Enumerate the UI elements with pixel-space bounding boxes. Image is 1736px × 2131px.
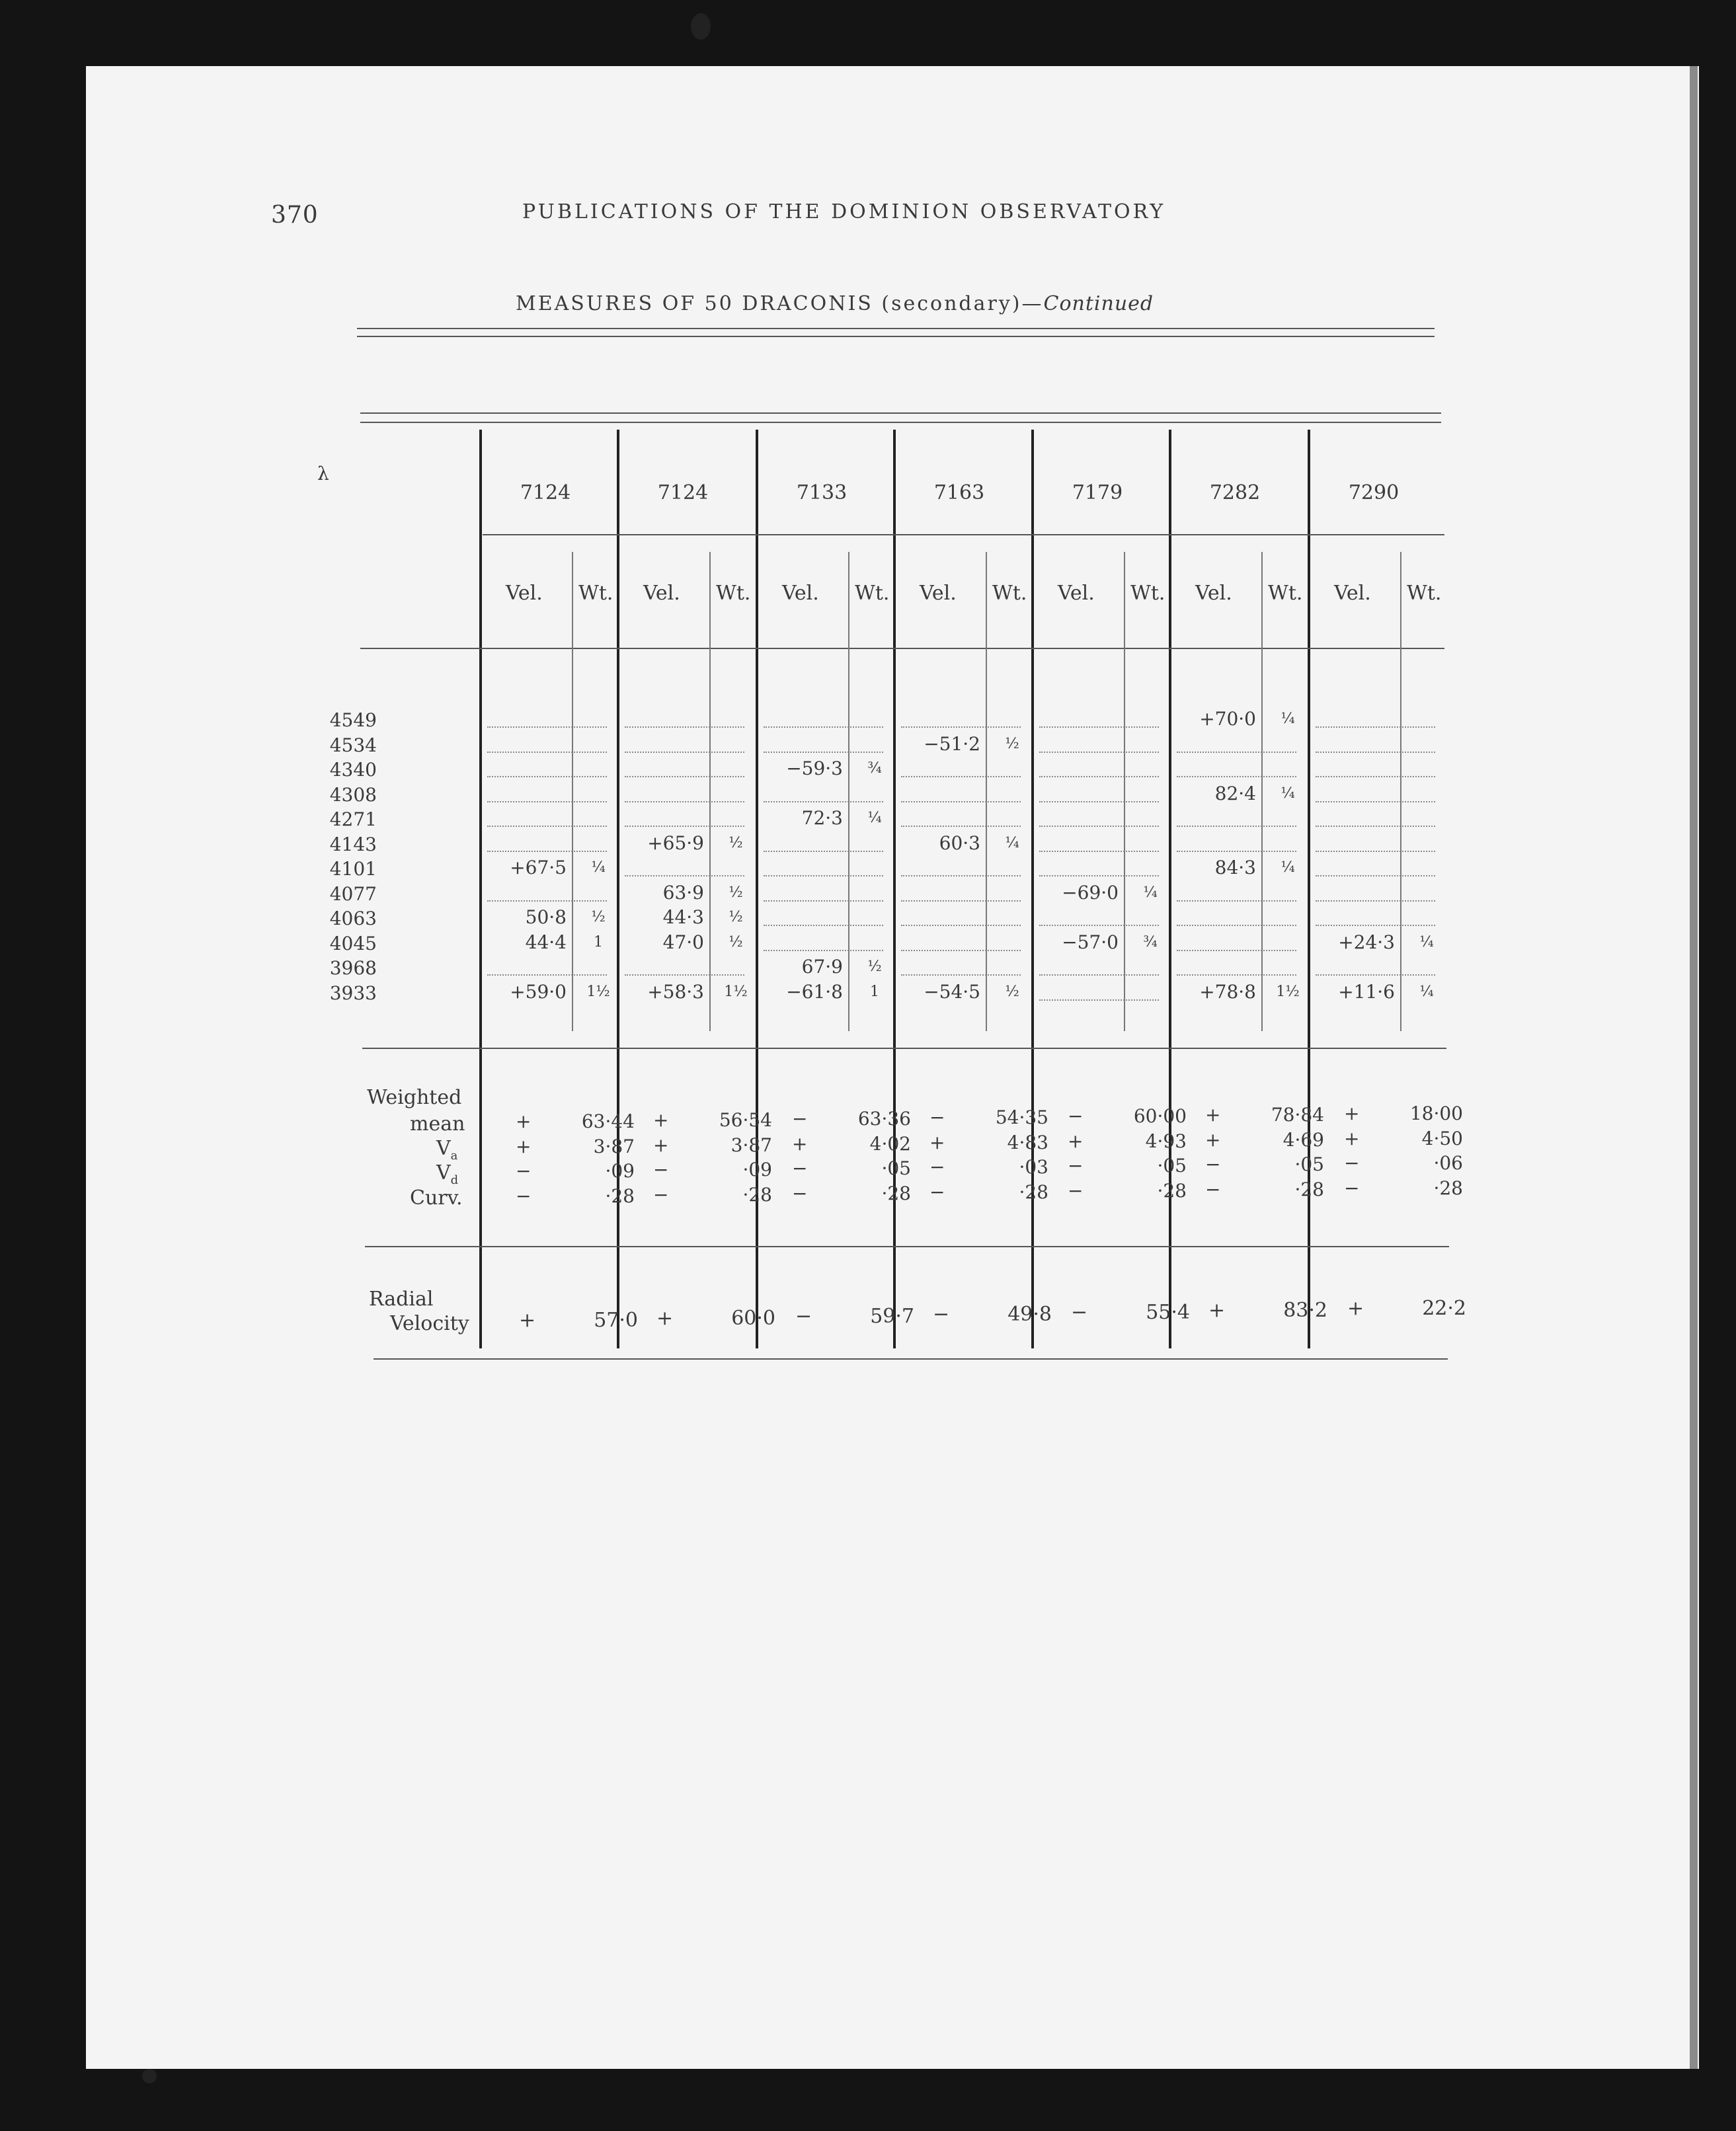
- sign: −: [516, 1185, 532, 1207]
- sign: −: [1068, 1155, 1084, 1177]
- curvature-correction: [653, 1184, 772, 1208]
- sign: −: [792, 1108, 808, 1130]
- dotted-leader: [1039, 875, 1159, 876]
- number: 54·35: [995, 1106, 1048, 1128]
- plate-number: 7163: [933, 481, 985, 504]
- wavelength-label: 4549: [329, 709, 377, 731]
- dotted-leader: [764, 900, 883, 902]
- dotted-leader: [1039, 925, 1159, 926]
- vel-wt-divider: [1400, 552, 1401, 1031]
- sign: −: [1071, 1301, 1088, 1324]
- dotted-leader: [1039, 752, 1159, 753]
- number: 60·00: [1133, 1105, 1187, 1127]
- dotted-leader: [764, 875, 883, 876]
- vd-correction: [792, 1157, 911, 1181]
- weight-value: ¼: [1281, 859, 1295, 876]
- va-correction: [653, 1134, 772, 1158]
- column-divider: [893, 430, 896, 1348]
- dotted-leader: [764, 726, 883, 728]
- dotted-leader: [1039, 851, 1159, 852]
- number: ·03: [1019, 1156, 1048, 1178]
- dotted-leader: [1316, 726, 1435, 728]
- plate-number: 7124: [520, 481, 571, 504]
- page-edge: [1690, 66, 1698, 2069]
- velocity-value: −54·5: [924, 980, 980, 1003]
- dotted-leader: [1039, 999, 1159, 1001]
- weight-value: ¼: [1419, 933, 1434, 950]
- weighted-mean-value: [929, 1106, 1048, 1130]
- table-top-rule-2: [360, 422, 1441, 423]
- dotted-leader: [487, 900, 607, 902]
- sign: +: [519, 1309, 536, 1332]
- table-top-rule-1: [360, 412, 1441, 414]
- weight-value: ¼: [591, 859, 606, 876]
- dotted-leader: [487, 826, 607, 827]
- column-divider: [756, 430, 758, 1348]
- radial-velocity-value: [933, 1303, 1052, 1329]
- velocity-value: −61·8: [786, 980, 843, 1003]
- weight-value: 1½: [724, 983, 748, 1000]
- curvature-correction: [1205, 1179, 1324, 1202]
- dotted-leader: [1316, 925, 1435, 926]
- plate-number: 7290: [1348, 481, 1400, 504]
- vel-header: Vel.: [643, 582, 680, 605]
- dotted-leader: [487, 851, 607, 852]
- sign: +: [1205, 1104, 1221, 1126]
- va-correction: [1205, 1129, 1324, 1153]
- sign: +: [1344, 1128, 1360, 1149]
- sign: −: [1068, 1180, 1084, 1202]
- weight-value: ½: [1005, 735, 1019, 752]
- sign: −: [1344, 1152, 1360, 1174]
- number: ·05: [881, 1157, 911, 1179]
- running-head: PUBLICATIONS OF THE DOMINION OBSERVATORY: [522, 200, 1166, 223]
- summary-label: mean: [410, 1112, 465, 1136]
- weight-value: 1: [594, 933, 603, 950]
- vd-correction: [1205, 1153, 1324, 1177]
- va-correction: [1344, 1128, 1463, 1151]
- wt-header: Wt.: [716, 582, 751, 605]
- header-rule-top: [357, 328, 1435, 329]
- weighted-mean-value: [516, 1110, 635, 1134]
- weight-value: ¼: [1281, 785, 1295, 802]
- radial-velocity-value: [1208, 1299, 1327, 1325]
- dotted-leader: [764, 752, 883, 753]
- radial-velocity-value: [519, 1309, 638, 1335]
- number: ·28: [1433, 1177, 1463, 1199]
- wavelength-label: 4308: [329, 783, 377, 806]
- radial-velocity-value: [795, 1305, 914, 1331]
- scan-speck: [691, 13, 711, 40]
- vel-header: Vel.: [782, 582, 819, 605]
- weight-value: ¼: [1281, 711, 1295, 727]
- dotted-leader: [764, 801, 883, 802]
- radial-velocity-value: [1071, 1301, 1190, 1327]
- weight-value: 1½: [586, 983, 610, 1000]
- number: 49·8: [1007, 1303, 1052, 1326]
- dotted-leader: [1316, 826, 1435, 827]
- vel-header: Vel.: [1058, 582, 1095, 605]
- dotted-leader: [901, 726, 1021, 728]
- dotted-leader: [1316, 776, 1435, 777]
- weight-value: ¼: [1143, 884, 1158, 901]
- radial-velocity-value: [656, 1307, 775, 1333]
- velocity-value: +11·6: [1338, 980, 1395, 1003]
- head-body-rule: [360, 648, 1444, 649]
- dotted-leader: [764, 851, 883, 852]
- dotted-leader: [1177, 900, 1296, 902]
- sign: −: [653, 1184, 669, 1206]
- wavelength-label: 4143: [329, 833, 377, 855]
- velocity-value: 47·0: [662, 931, 704, 953]
- weighted-mean-value: [1205, 1104, 1324, 1128]
- vel-header: Vel.: [1195, 582, 1232, 605]
- summary-label: $V_d$: [436, 1161, 459, 1187]
- velocity-value: 84·3: [1214, 857, 1256, 878]
- dotted-leader: [487, 776, 607, 777]
- sign: +: [1344, 1103, 1360, 1124]
- subheader-rule: [483, 534, 1444, 535]
- sign: −: [929, 1106, 945, 1128]
- dotted-leader: [1316, 875, 1435, 876]
- va-correction: [1068, 1130, 1187, 1154]
- velocity-value: 44·3: [662, 906, 704, 928]
- subscript: d: [450, 1173, 459, 1187]
- vd-correction: [1068, 1155, 1187, 1179]
- dotted-leader: [1177, 851, 1296, 852]
- va-correction: [516, 1136, 635, 1159]
- weighted-mean-value: [653, 1109, 772, 1133]
- sign: +: [929, 1132, 945, 1153]
- sign: −: [516, 1160, 532, 1182]
- vd-correction: [1344, 1152, 1463, 1176]
- number: ·28: [605, 1185, 635, 1207]
- dotted-leader: [625, 826, 744, 827]
- number: ·28: [881, 1182, 911, 1204]
- number: 18·00: [1409, 1103, 1463, 1124]
- dotted-leader: [1039, 801, 1159, 802]
- vd-correction: [516, 1160, 635, 1184]
- caption-main: MEASURES OF 50 DRACONIS (secondary)—: [516, 292, 1044, 315]
- dotted-leader: [625, 752, 744, 753]
- sign: +: [653, 1109, 669, 1131]
- number: 60·0: [731, 1307, 775, 1330]
- dotted-leader: [1177, 776, 1296, 777]
- sign: −: [1344, 1177, 1360, 1199]
- vd-correction: [653, 1159, 772, 1182]
- number: 78·84: [1271, 1104, 1324, 1126]
- wavelength-label: 4063: [329, 908, 377, 929]
- velocity-value: 60·3: [939, 832, 980, 854]
- wavelength-label: 4534: [329, 734, 377, 756]
- summary-label: Weighted: [367, 1086, 462, 1109]
- table-bottom-rule: [374, 1358, 1448, 1360]
- header-rule-bottom: [357, 336, 1435, 337]
- sign: +: [653, 1134, 669, 1156]
- velocity-value: −59·3: [786, 757, 843, 779]
- weight-value: ½: [729, 933, 743, 950]
- wavelength-label: 4045: [329, 932, 377, 954]
- dotted-leader: [1316, 752, 1435, 753]
- curvature-correction: [1068, 1180, 1187, 1204]
- wt-header: Wt.: [1268, 582, 1303, 605]
- dotted-leader: [487, 801, 607, 802]
- sign: −: [933, 1303, 950, 1326]
- number: 56·54: [719, 1109, 772, 1131]
- plate-number: 7133: [796, 481, 848, 504]
- dotted-leader: [625, 726, 744, 728]
- dotted-leader: [764, 925, 883, 926]
- wavelength-label: 4271: [329, 808, 377, 830]
- number: ·09: [742, 1159, 772, 1181]
- weight-value: ½: [591, 909, 606, 925]
- sign: −: [929, 1156, 945, 1178]
- velocity-value: 44·4: [525, 931, 567, 953]
- radial-velocity-label: Velocity: [390, 1312, 469, 1335]
- sign: +: [656, 1307, 674, 1330]
- dotted-leader: [901, 900, 1021, 902]
- body-summary-rule: [362, 1048, 1446, 1049]
- sign: +: [1068, 1130, 1084, 1152]
- weighted-mean-value: [1068, 1105, 1187, 1129]
- velocity-value: −57·0: [1062, 931, 1119, 953]
- number: 4·83: [1007, 1132, 1048, 1153]
- dotted-leader: [1039, 974, 1159, 976]
- sign: +: [1205, 1129, 1221, 1151]
- dotted-leader: [625, 875, 744, 876]
- weight-value: ¼: [867, 810, 882, 826]
- dotted-leader: [901, 826, 1021, 827]
- velocity-value: +70·0: [1199, 708, 1256, 730]
- dotted-leader: [1039, 726, 1159, 728]
- sign: −: [792, 1157, 808, 1179]
- wavelength-label: 4077: [329, 882, 377, 905]
- dotted-leader: [1316, 851, 1435, 852]
- dotted-leader: [1177, 974, 1296, 976]
- radial-velocity-label: Radial: [369, 1288, 434, 1311]
- velocity-value: 50·8: [525, 906, 567, 928]
- sign: +: [1208, 1299, 1226, 1322]
- number: ·05: [1157, 1155, 1187, 1177]
- number: 4·02: [869, 1133, 911, 1155]
- dotted-leader: [625, 776, 744, 777]
- number: 4·50: [1421, 1128, 1463, 1149]
- weight-value: 1: [870, 983, 879, 1000]
- sign: −: [792, 1182, 808, 1204]
- plate-number: 7282: [1209, 481, 1261, 504]
- scan-speck: [142, 2069, 157, 2083]
- summary-radial-rule: [365, 1246, 1449, 1247]
- plate-number: 7124: [657, 481, 709, 504]
- velocity-value: +59·0: [510, 980, 567, 1003]
- velocity-value: +65·9: [647, 832, 704, 854]
- summary-label: $V_a$: [436, 1137, 458, 1163]
- dotted-leader: [1039, 826, 1159, 827]
- wt-header: Wt.: [855, 582, 890, 605]
- number: ·06: [1433, 1152, 1463, 1174]
- plate-number: 7179: [1072, 481, 1123, 504]
- vel-wt-divider: [848, 552, 849, 1031]
- vel-wt-divider: [1124, 552, 1125, 1031]
- curvature-correction: [1344, 1177, 1463, 1201]
- summary-label: Curv.: [410, 1186, 463, 1210]
- sign: +: [1347, 1297, 1364, 1320]
- vd-correction: [929, 1156, 1048, 1180]
- sign: +: [516, 1110, 532, 1132]
- vel-header: Vel.: [506, 582, 543, 605]
- vel-header: Vel.: [920, 582, 957, 605]
- radial-velocity-value: [1347, 1297, 1466, 1323]
- wavelength-label: 4101: [329, 858, 377, 880]
- curvature-correction: [792, 1182, 911, 1206]
- sign: +: [792, 1133, 808, 1155]
- number: 4·69: [1282, 1129, 1324, 1151]
- subscript: a: [450, 1149, 458, 1163]
- dotted-leader: [764, 950, 883, 951]
- velocity-value: 63·9: [662, 881, 704, 904]
- weight-value: ¾: [867, 760, 882, 777]
- dotted-leader: [487, 752, 607, 753]
- curvature-correction: [929, 1181, 1048, 1205]
- weight-value: 1½: [1276, 983, 1300, 1000]
- number: 57·0: [594, 1309, 638, 1332]
- dotted-leader: [1316, 801, 1435, 802]
- table-caption: [516, 292, 1154, 315]
- number: ·28: [1157, 1180, 1187, 1202]
- caption-continued: Continued: [1043, 292, 1154, 315]
- sign: −: [1205, 1179, 1221, 1200]
- weight-value: ½: [867, 958, 882, 975]
- column-divider: [1308, 430, 1310, 1348]
- velocity-value: +24·3: [1338, 931, 1395, 953]
- sign: +: [516, 1136, 532, 1157]
- weight-value: ¾: [1143, 933, 1158, 950]
- wt-header: Wt.: [578, 582, 613, 605]
- wt-header: Wt.: [1407, 582, 1442, 605]
- weight-value: ¼: [1005, 834, 1019, 851]
- number: 3·87: [730, 1134, 772, 1156]
- dotted-leader: [901, 974, 1021, 976]
- sign: −: [1068, 1105, 1084, 1127]
- dotted-leader: [1316, 974, 1435, 976]
- column-divider: [479, 430, 482, 1348]
- sign: −: [653, 1159, 669, 1181]
- velocity-value: 67·9: [801, 956, 843, 978]
- column-divider: [1169, 430, 1171, 1348]
- weighted-mean-value: [792, 1108, 911, 1132]
- dotted-leader: [901, 925, 1021, 926]
- dotted-leader: [487, 726, 607, 728]
- dotted-leader: [901, 875, 1021, 876]
- number: 83·2: [1283, 1299, 1327, 1322]
- number: ·28: [1019, 1181, 1048, 1203]
- number: 3·87: [593, 1136, 635, 1157]
- sign: −: [795, 1305, 812, 1328]
- velocity-value: +67·5: [510, 857, 567, 878]
- number: 63·36: [857, 1108, 911, 1130]
- velocity-value: −69·0: [1062, 881, 1119, 904]
- vel-wt-divider: [1261, 552, 1263, 1031]
- weight-value: ½: [729, 909, 743, 925]
- sign: −: [1205, 1153, 1221, 1175]
- velocity-value: 82·4: [1214, 782, 1256, 804]
- weighted-mean-value: [1344, 1103, 1463, 1126]
- number: 55·4: [1146, 1301, 1190, 1324]
- number: 22·2: [1422, 1297, 1466, 1320]
- dotted-leader: [487, 974, 607, 976]
- dotted-leader: [901, 776, 1021, 777]
- dotted-leader: [625, 801, 744, 802]
- weight-value: ½: [1005, 983, 1019, 1000]
- wt-header: Wt.: [1130, 582, 1165, 605]
- dotted-leader: [1177, 950, 1296, 951]
- dotted-leader: [1177, 752, 1296, 753]
- number: 59·7: [870, 1305, 914, 1328]
- velocity-value: +78·8: [1199, 980, 1256, 1003]
- dotted-leader: [625, 974, 744, 976]
- velocity-value: 72·3: [801, 807, 843, 829]
- vel-header: Vel.: [1334, 582, 1371, 605]
- dotted-leader: [901, 950, 1021, 951]
- number: ·09: [605, 1160, 635, 1182]
- wavelength-label: 3933: [329, 982, 377, 1004]
- wavelength-label: 3968: [329, 957, 377, 979]
- wavelength-header: λ: [317, 463, 329, 484]
- weight-value: ¼: [1419, 983, 1434, 1000]
- number: 4·93: [1145, 1130, 1187, 1152]
- dotted-leader: [1039, 776, 1159, 777]
- dotted-leader: [1316, 900, 1435, 902]
- dotted-leader: [1177, 826, 1296, 827]
- va-correction: [792, 1133, 911, 1157]
- sign: −: [929, 1181, 945, 1203]
- number: ·05: [1294, 1153, 1324, 1175]
- number: ·28: [742, 1184, 772, 1206]
- number: 63·44: [581, 1110, 635, 1132]
- velocity-value: −51·2: [924, 732, 980, 755]
- va-correction: [929, 1132, 1048, 1155]
- dotted-leader: [901, 801, 1021, 802]
- vel-wt-divider: [986, 552, 987, 1031]
- velocity-value: +58·3: [647, 980, 704, 1003]
- number: ·28: [1294, 1179, 1324, 1200]
- dotted-leader: [1177, 925, 1296, 926]
- scanned-page: [86, 66, 1699, 2069]
- wt-header: Wt.: [992, 582, 1027, 605]
- vel-wt-divider: [572, 552, 573, 1031]
- wavelength-label: 4340: [329, 759, 377, 781]
- weight-value: ½: [729, 834, 743, 851]
- vel-wt-divider: [709, 552, 711, 1031]
- weight-value: ½: [729, 884, 743, 901]
- page-number: 370: [271, 202, 319, 229]
- curvature-correction: [516, 1185, 635, 1209]
